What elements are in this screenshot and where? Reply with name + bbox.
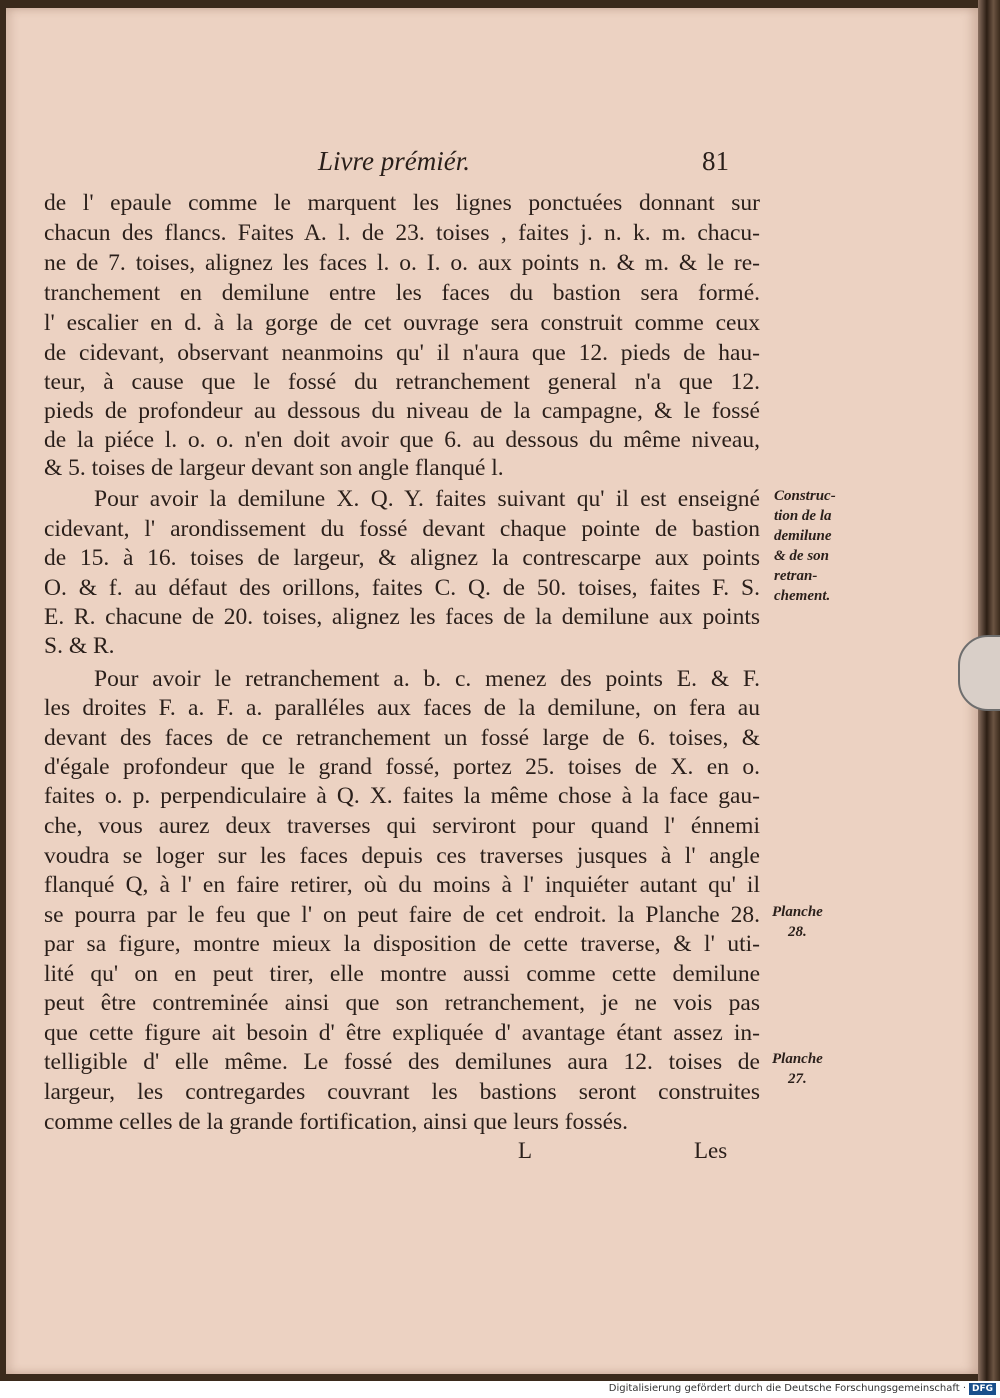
text-line: cidevant, l' arondissement du fossé devant chaque pointe de bastion — [44, 516, 760, 542]
text-line: de cidevant, observant neanmoins qu' il n'aura que 12. pieds de hau- — [44, 340, 760, 366]
text-line: chacun des flancs. Faites A. l. de 23. toises , faites j. n. k. m. chacu- — [44, 220, 760, 246]
text-line: voudra se loger sur les faces depuis ces traverses jusques à l' angle — [44, 843, 760, 869]
margin-note-line: demilune — [774, 528, 832, 544]
text-line: & 5. toises de largeur devant son angle flanqué l. — [44, 455, 504, 481]
text-line: ne de 7. toises, alignez les faces l. o. I. o. aux points n. & m. & le re- — [44, 250, 760, 276]
margin-note-line: chement. — [774, 588, 831, 604]
catchword: Les — [694, 1138, 728, 1163]
footer-credit: Digitalisierung gefördert durch die Deutsche Forschungsgemeinschaft · — [608, 1383, 966, 1394]
text-line: comme celles de la grande fortification, ainsi que leurs fossés. — [44, 1109, 629, 1135]
margin-note-line: Planche — [772, 904, 823, 920]
text-line: de la piéce l. o. o. n'en doit avoir que 6. au dessous du même niveau, — [44, 427, 760, 453]
margin-note-line: Planche — [772, 1051, 823, 1067]
page-tab-marker — [958, 635, 1000, 711]
text-line: che, vous aurez deux traverses qui serviront pour quand l' énnemi — [44, 813, 760, 839]
text-line: devant des faces de ce retranchement un fossé large de 6. toises, & — [44, 725, 760, 751]
text-line: de l' epaule comme le marquent les lignes ponctuées donnant sur — [44, 190, 760, 216]
margin-note-construction — [774, 486, 836, 606]
margin-note-line: 27. — [788, 1071, 807, 1087]
text-line: les droites F. a. F. a. paralléles aux faces de la demilune, on fera au — [44, 695, 760, 721]
text-line: Pour avoir le retranchement a. b. c. menez des points E. & F. — [94, 666, 760, 692]
signature-mark: L — [518, 1138, 533, 1163]
margin-note-line: tion de la — [774, 508, 832, 524]
margin-note-line: & de son — [774, 548, 830, 564]
text-line: faites o. p. perpendiculaire à Q. X. faites la même chose à la face gau- — [44, 783, 760, 809]
text-line: par sa figure, montre mieux la disposition de cette traverse, & l' uti- — [44, 931, 760, 957]
margin-note-line: Construc- — [774, 488, 836, 504]
text-line: que cette figure ait besoin d' être expliquée d' avantage étant assez in- — [44, 1020, 760, 1046]
text-line: S. & R. — [44, 633, 115, 659]
text-line: pieds de profondeur au dessous du niveau de la campagne, & le fossé — [44, 398, 760, 424]
text-line: tranchement en demilune entre les faces du bastion sera formé. — [44, 280, 760, 306]
text-line: peut être contreminée ainsi que son retranchement, je ne vois pas — [44, 990, 760, 1016]
text-line: O. & f. au défaut des orillons, faites C. Q. de 50. toises, faites F. S. — [44, 575, 760, 601]
page-number: 81 — [702, 146, 729, 176]
text-line: largeur, les contregardes couvrant les bastions seront construites — [44, 1079, 760, 1105]
margin-note-line: 28. — [788, 924, 807, 940]
text-line: teur, à cause que le fossé du retranchement general n'a que 12. — [44, 369, 760, 395]
text-line: l' escalier en d. à la gorge de cet ouvrage sera construit comme ceux — [44, 310, 760, 336]
margin-note-line: retran- — [774, 568, 818, 584]
text-line: lité qu' on en peut tirer, elle montre aussi comme cette demilune — [44, 961, 760, 987]
text-line: flanqué Q, à l' en faire retirer, où du moins à l' inquiéter autant qu' il — [44, 872, 760, 898]
text-line: d'égale profondeur que le grand fossé, portez 25. toises de X. en o. — [44, 754, 760, 780]
dfg-logo-icon: DFG — [969, 1383, 996, 1395]
margin-note-planche-27 — [772, 1049, 823, 1089]
text-line: de 15. à 16. toises de largeur, & alignez la contrescarpe aux points — [44, 545, 760, 571]
running-title: Livre prémiér. — [318, 146, 470, 176]
text-line: E. R. chacune de 20. toises, alignez les faces de la demilune aux points — [44, 604, 760, 630]
text-line: se pourra par le feu que l' on peut faire de cet endroit. la Planche 28. — [44, 902, 760, 928]
margin-note-planche-28 — [772, 902, 823, 942]
text-line: telligible d' elle même. Le fossé des demilunes aura 12. toises de — [44, 1049, 760, 1075]
text-line: Pour avoir la demilune X. Q. Y. faites suivant qu' il est enseigné — [94, 486, 760, 512]
